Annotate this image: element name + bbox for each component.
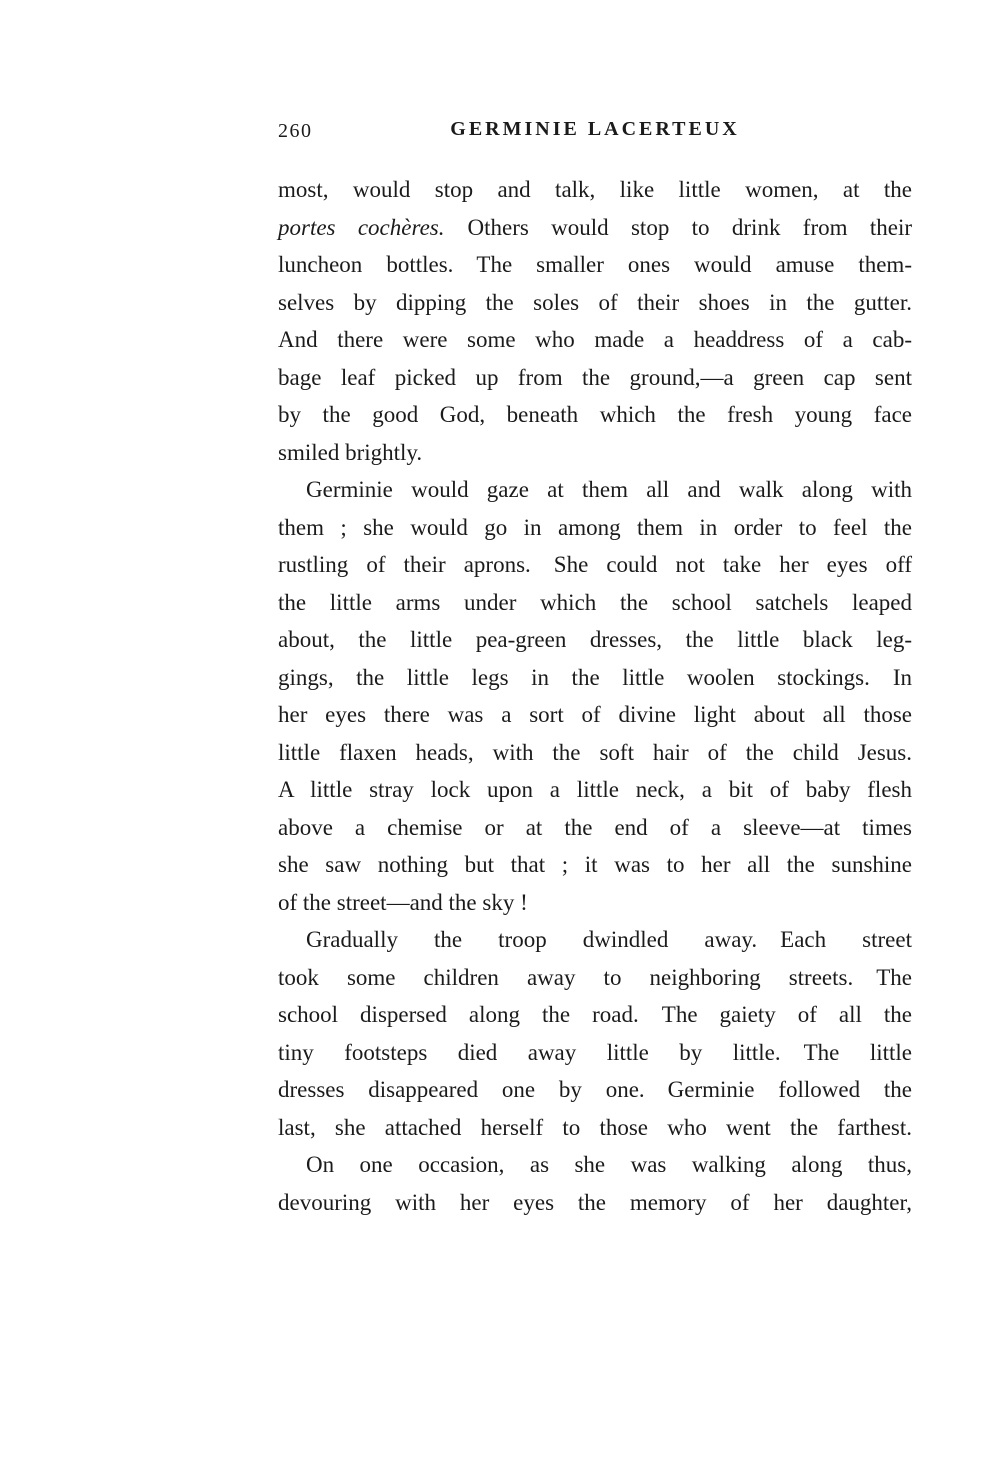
text-line: A little stray lock upon a little neck, a bit of baby flesh	[278, 777, 912, 802]
body-text	[278, 171, 912, 1221]
italic-phrase: portes cochères.	[278, 214, 445, 240]
text-line: school dispersed along the road. The gaiety of all the	[278, 1002, 912, 1027]
text-line: most, would stop and talk, like little women, at the	[278, 177, 912, 202]
page-header	[278, 118, 912, 144]
text-line: And there were some who made a headdress of a cab-	[278, 327, 912, 352]
paragraph-3	[278, 921, 912, 1146]
paragraph-1	[278, 171, 912, 471]
text-line: luncheon bottles. The smaller ones would amuse them-	[278, 252, 912, 277]
text-line: rustling of their aprons. She could not take her eyes off	[278, 552, 912, 577]
text-line: bage leaf picked up from the ground,—a green cap sent	[278, 364, 912, 390]
text-line: smiled brightly.	[278, 439, 423, 465]
text-line: by the good God, beneath which the fresh young face	[278, 402, 912, 427]
text-line: her eyes there was a sort of divine light about all those	[278, 702, 912, 727]
text-line: them ; she would go in among them in order to feel the	[278, 514, 912, 540]
text-line: Gradually the troop dwindled away. Each street	[306, 927, 912, 952]
text-line: On one occasion, as she was walking along thus,	[306, 1152, 912, 1177]
text-segment: Others would stop to drink from their	[444, 214, 912, 240]
page-number: 260	[278, 120, 313, 142]
text-line: the little arms under which the school satchels leaped	[278, 589, 912, 615]
text-line: selves by dipping the soles of their shoes in the gutter.	[278, 289, 912, 315]
paragraph-2	[278, 471, 912, 921]
text-line: took some children away to neighboring streets. The	[278, 964, 912, 990]
text-line: Germinie would gaze at them all and walk along with	[306, 477, 912, 502]
text-line: last, she attached herself to those who went the farthest.	[278, 1114, 912, 1140]
text-line: of the street—and the sky !	[278, 889, 528, 915]
text-line: gings, the little legs in the little woolen stockings. In	[278, 664, 912, 690]
text-line: little flaxen heads, with the soft hair of the child Jesus.	[278, 739, 912, 765]
text-line: devouring with her eyes the memory of her daughter,	[278, 1189, 912, 1215]
text-line: tiny footsteps died away little by little. The little	[278, 1039, 912, 1065]
text-line: she saw nothing but that ; it was to her all the sunshine	[278, 852, 912, 877]
text-line: dresses disappeared one by one. Germinie followed the	[278, 1077, 912, 1102]
text-line: above a chemise or at the end of a sleeve—at times	[278, 814, 912, 840]
paragraph-4	[278, 1146, 912, 1221]
running-title: GERMINIE LACERTEUX	[450, 118, 740, 140]
text-line: about, the little pea-green dresses, the little black leg-	[278, 627, 912, 652]
text-line	[278, 209, 912, 247]
